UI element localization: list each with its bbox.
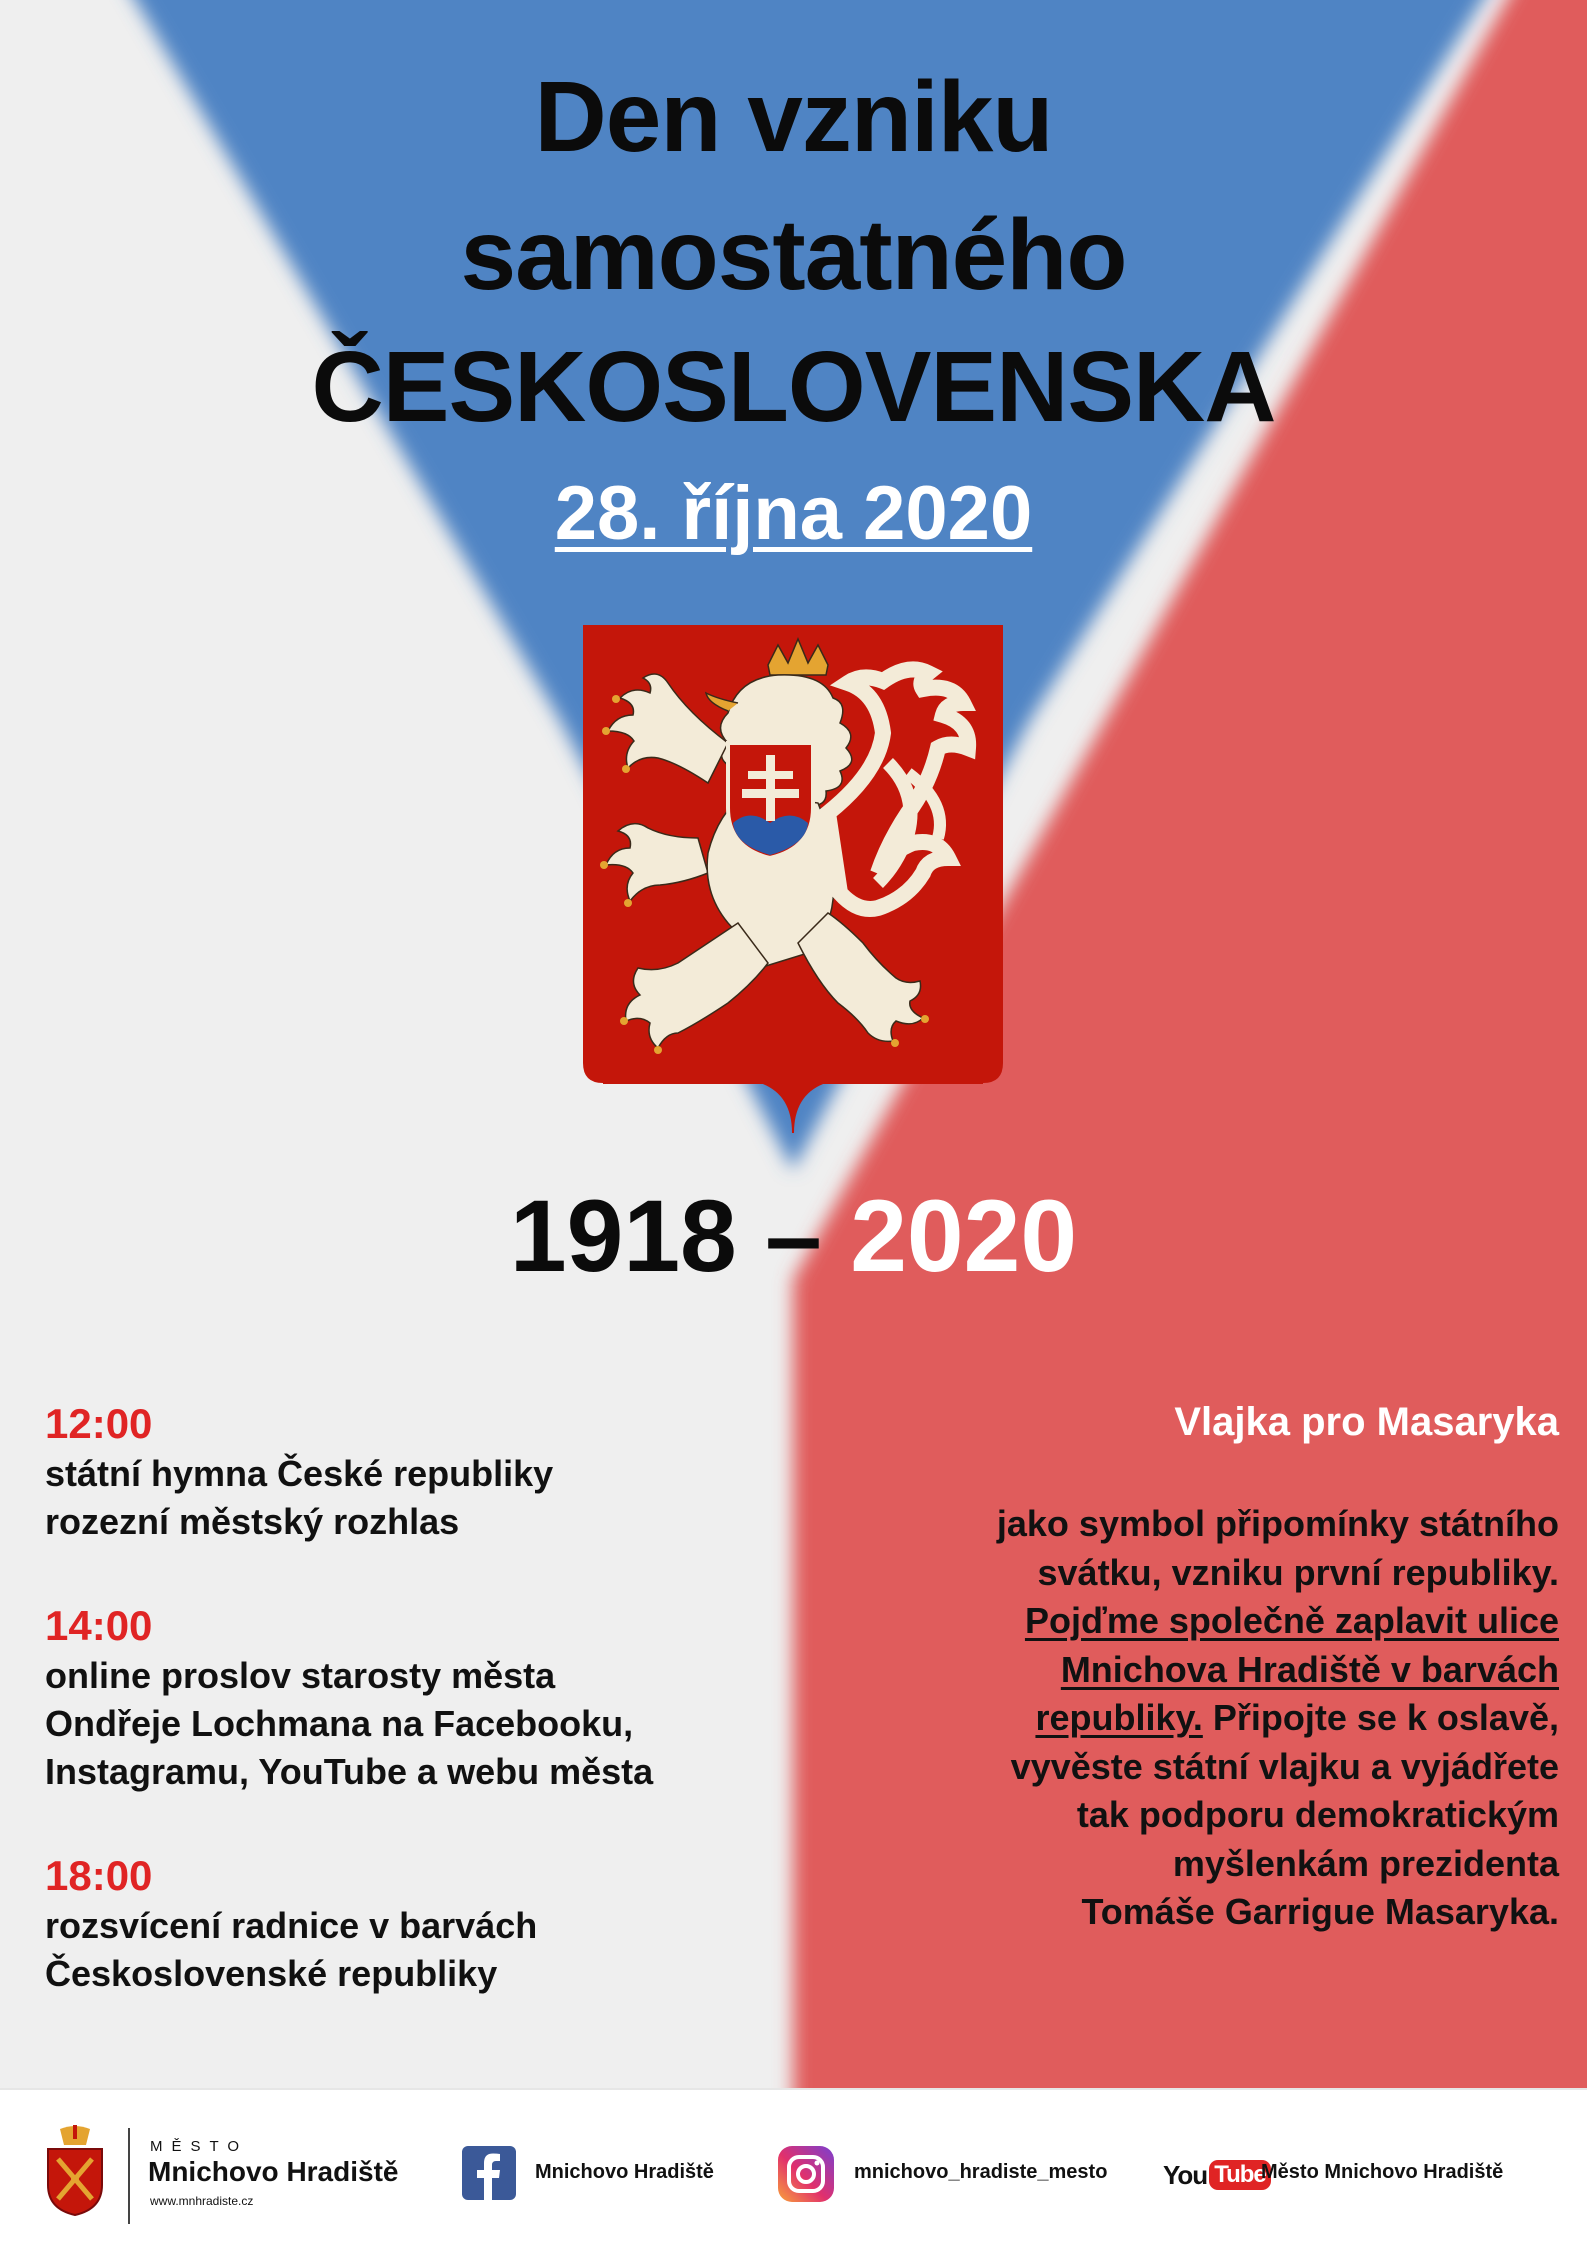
city-crest-icon xyxy=(42,2125,108,2217)
youtube-icon[interactable] xyxy=(1163,2155,1271,2195)
facebook-handle[interactable]: Mnichovo Hradiště xyxy=(535,2161,714,2183)
schedule-item xyxy=(45,1850,765,1998)
schedule-time: 18:00 xyxy=(45,1852,153,1899)
schedule-desc-line: Ondřeje Lochmana na Facebooku, xyxy=(45,1703,634,1744)
body-line: Tomáše Garrigue Masaryka. xyxy=(1081,1891,1559,1932)
body-line xyxy=(859,1694,1559,1743)
schedule-desc-line: online proslov starosty města xyxy=(45,1655,556,1696)
year-start: 1918 xyxy=(509,1179,737,1293)
schedule-item xyxy=(45,1398,765,1546)
city-label: MĚSTO xyxy=(150,2138,249,2155)
instagram-handle[interactable]: mnichovo_hradiste_mesto xyxy=(854,2161,1108,2183)
coat-of-arms-emblem xyxy=(578,623,1008,1133)
slovak-shield-icon xyxy=(728,743,813,858)
facebook-icon[interactable] xyxy=(462,2146,516,2200)
crest-divider xyxy=(128,2128,130,2224)
event-date: 28. října 2020 xyxy=(554,471,1033,556)
body-line: vyvěste státní vlajku a vyjádřete xyxy=(1010,1745,1559,1787)
title-line-2: samostatného xyxy=(460,199,1127,311)
schedule-desc-line: rozezní městský rozhlas xyxy=(45,1501,460,1542)
year-dash: – xyxy=(765,1179,822,1293)
schedule-desc-line: státní hymna České republiky xyxy=(45,1453,554,1494)
title-line-1: Den vzniku xyxy=(534,61,1053,173)
flag-section-heading: Vlajka pro Masaryka xyxy=(1174,1400,1559,1444)
body-text-part: Připojte se k oslavě, xyxy=(1202,1697,1559,1738)
body-line: svátku, vzniku první republiky. xyxy=(1037,1551,1559,1593)
years-range xyxy=(0,1178,1587,1295)
body-line-underlined: Mnichova Hradiště v barvách xyxy=(1060,1648,1559,1690)
body-line: tak podporu demokratickým xyxy=(1076,1794,1559,1835)
youtube-logo-tube: Tube xyxy=(1209,2160,1271,2190)
title-line-3: ČESKOSLOVENSKA xyxy=(311,331,1276,443)
youtube-logo-you: You xyxy=(1163,2159,1208,2190)
flag-section-body xyxy=(859,1500,1559,1937)
body-line-underlined: Pojďme společně zaplavit ulice xyxy=(1024,1600,1559,1641)
schedule-desc-line: Československé republiky xyxy=(45,1953,498,1994)
body-line: jako symbol připomínky státního xyxy=(996,1503,1559,1544)
city-website[interactable]: www.mnhradiste.cz xyxy=(150,2194,254,2208)
footer-divider xyxy=(0,2088,1587,2090)
schedule-desc-line: rozsvícení radnice v barvách xyxy=(45,1905,538,1946)
body-line: myšlenkám prezidenta xyxy=(1172,1842,1559,1884)
schedule-time: 14:00 xyxy=(45,1602,153,1649)
year-end: 2020 xyxy=(850,1179,1078,1293)
schedule-item xyxy=(45,1600,765,1796)
body-underlined-part: republiky. xyxy=(1035,1697,1203,1738)
youtube-channel[interactable]: Město Mnichovo Hradiště xyxy=(1261,2161,1504,2183)
schedule-time: 12:00 xyxy=(45,1400,153,1447)
schedule-desc-line: Instagramu, YouTube a webu města xyxy=(45,1751,654,1792)
instagram-icon[interactable] xyxy=(778,2146,834,2202)
city-name: Mnichovo Hradiště xyxy=(148,2156,399,2187)
